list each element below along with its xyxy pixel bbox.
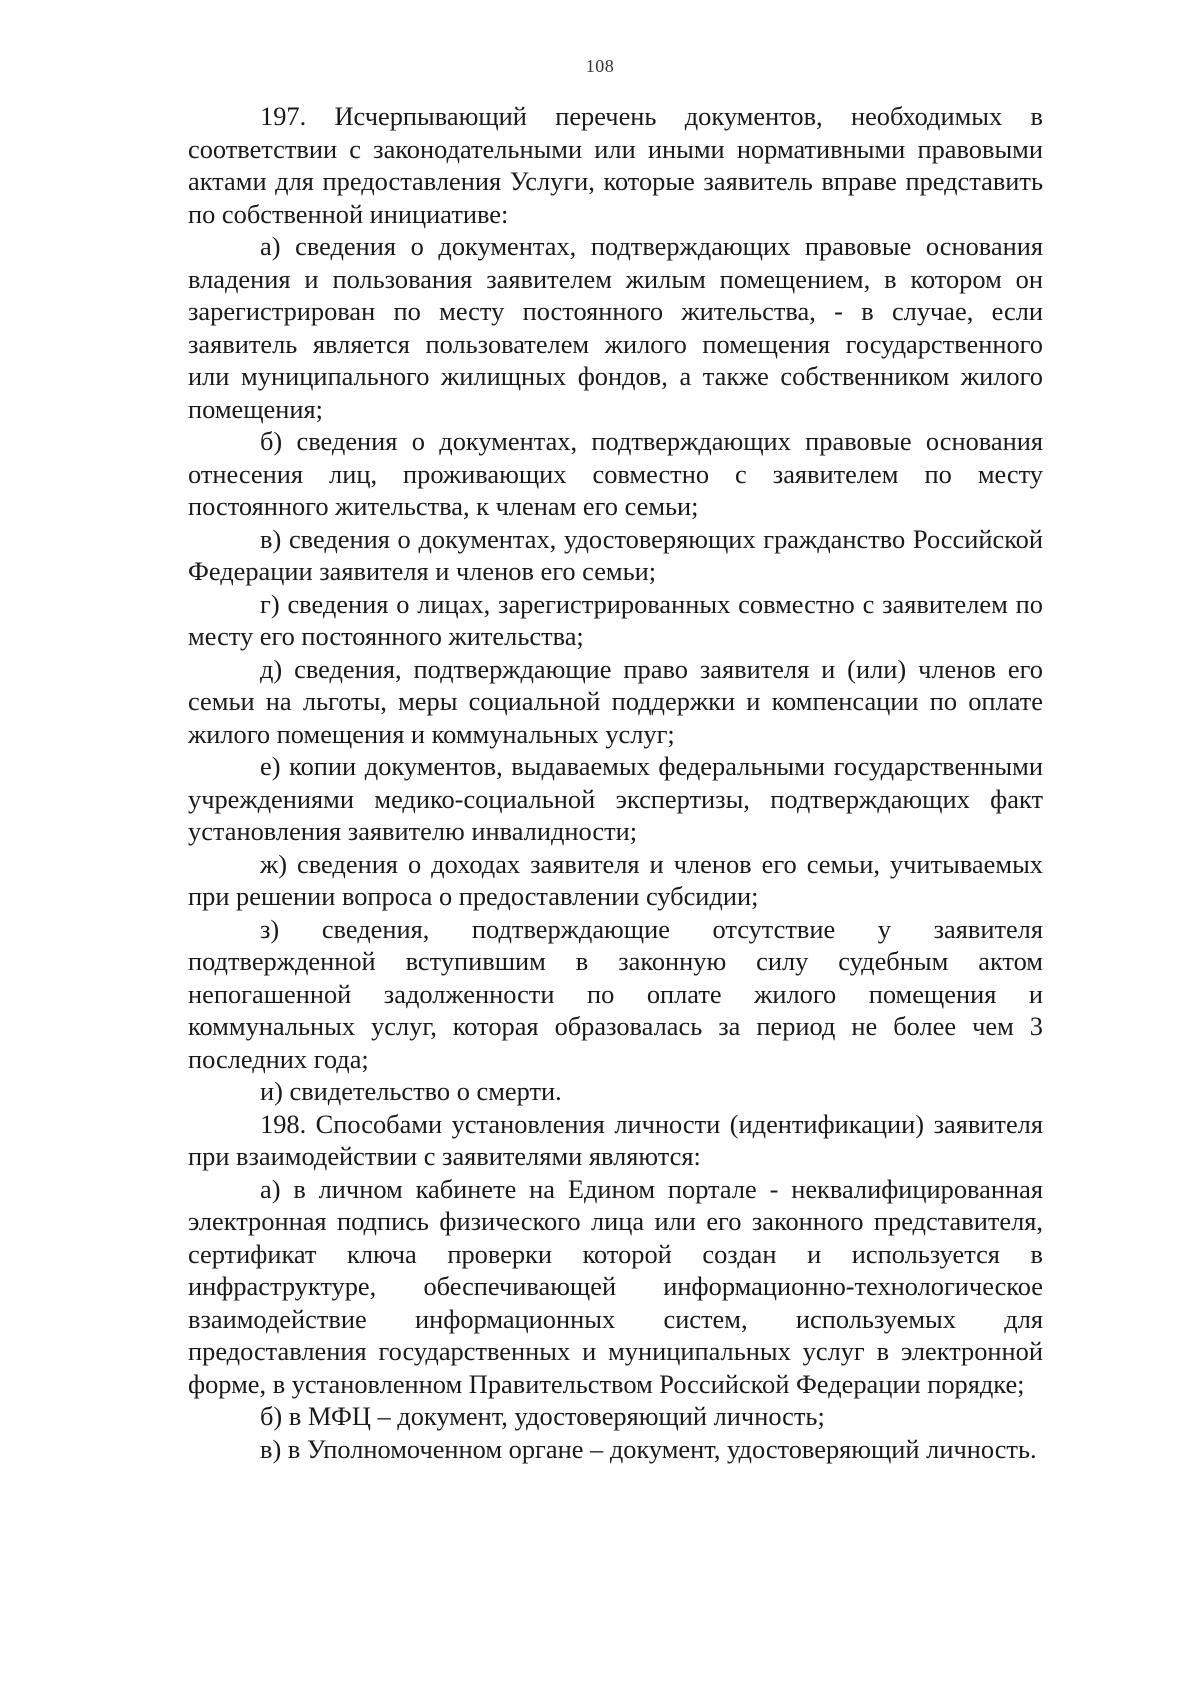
list-item-198-b: б) в МФЦ – документ, удостоверяющий личность; (260, 1401, 825, 1431)
list-item-198-a: а) в личном кабинете на Едином портале - неквалифицированная электронная подпись физического лица или его законного представителя, сертификат ключа проверки которой создан и используется в инфраструктуре, обеспечивающей информационно-технологическое взаимодействие информационных систем, используемых для предоставления государственных и муниципальных услуг в электронной форме, в установленном Правительством Российской Федерации порядке; (188, 1173, 1043, 1399)
page-number: 108 (585, 56, 615, 76)
list-item-b: б) сведения о документах, подтверждающих правовые основания отнесения лиц, проживающих совместно с заявителем по месту постоянного жительства, к членам его семьи; (188, 426, 1043, 521)
list-item-a: а) сведения о документах, подтверждающих правовые основания владения и пользования заявителем жилым помещением, в котором он зарегистрирован по месту постоянного жительства, - в случае, если заявитель является пользователем жилого помещения государственного или муниципального жилищных фондов, а также собственником жилого помещения; (188, 231, 1043, 424)
list-item-i: и) свидетельство о смерти. (260, 1076, 562, 1106)
list-item-g: г) сведения о лицах, зарегистрированных совместно с заявителем по месту его постоянного жительства; (188, 588, 1043, 651)
list-item-v: в) сведения о документах, удостоверяющих гражданство Российской Федерации заявителя и членов его семьи; (188, 523, 1043, 586)
list-item-z: з) сведения, подтверждающие отсутствие у заявителя подтвержденной вступившим в законную силу судебным актом непогашенной задолженности по оплате жилого помещения и коммунальных услуг, которая образовалась за период не более чем 3 последних года; (188, 913, 1043, 1074)
list-item-e: е) копии документов, выдаваемых федеральными государственными учреждениями медико-социальной экспертизы, подтверждающих факт установления заявителю инвалидности; (188, 751, 1043, 846)
paragraph-197: 197. Исчерпывающий перечень документов, необходимых в соответствии с законодательными или иными нормативными правовыми актами для предоставления Услуги, которые заявитель вправе представить по собственной инициативе: (188, 101, 1043, 229)
list-item-zh: ж) сведения о доходах заявителя и членов его семьи, учитываемых при решении вопроса о предоставлении субсидии; (188, 848, 1043, 911)
list-item-d: д) сведения, подтверждающие право заявителя и (или) членов его семьи на льготы, меры социальной поддержки и компенсации по оплате жилого помещения и коммунальных услуг; (188, 653, 1043, 749)
document-body (188, 100, 1043, 1465)
paragraph-198: 198. Способами установления личности (идентификации) заявителя при взаимодействии с заявителями являются: (188, 1108, 1043, 1171)
list-item-198-v: в) в Уполномоченном органе – документ, удостоверяющий личность. (260, 1433, 1037, 1464)
